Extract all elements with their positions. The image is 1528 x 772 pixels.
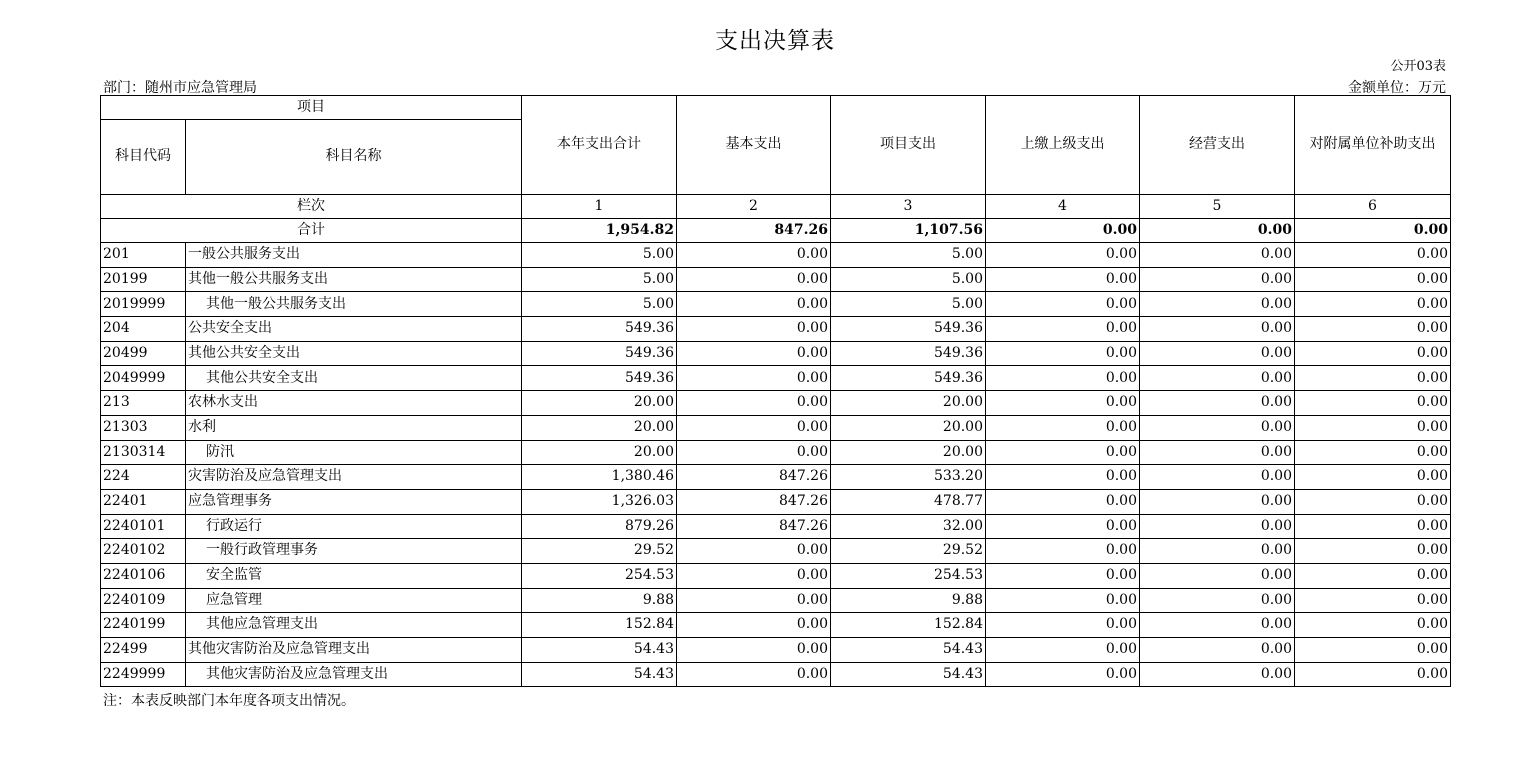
amount-cell: 549.36 — [831, 317, 986, 342]
amount-cell: 0.00 — [1295, 465, 1451, 490]
amount-cell: 20.00 — [522, 415, 677, 440]
amount-cell: 254.53 — [831, 563, 986, 588]
subject-code: 2249999 — [101, 662, 186, 687]
total-value: 0.00 — [1295, 219, 1451, 243]
amount-cell: 0.00 — [1295, 341, 1451, 366]
column-number: 5 — [1140, 195, 1295, 219]
amount-cell: 847.26 — [677, 489, 831, 514]
amount-cell: 0.00 — [986, 415, 1140, 440]
subject-code: 224 — [101, 465, 186, 490]
total-value: 847.26 — [677, 219, 831, 243]
amount-cell: 0.00 — [677, 292, 831, 317]
table-row — [101, 539, 1451, 564]
amount-cell: 32.00 — [831, 514, 986, 539]
subject-code: 2019999 — [101, 292, 186, 317]
header-subsidy: 对附属单位补助支出 — [1295, 96, 1451, 195]
subject-code: 20199 — [101, 267, 186, 292]
amount-cell: 847.26 — [677, 465, 831, 490]
amount-cell: 0.00 — [1295, 563, 1451, 588]
amount-cell: 0.00 — [1140, 415, 1295, 440]
amount-cell: 0.00 — [677, 588, 831, 613]
header-name: 科目名称 — [186, 120, 522, 195]
subject-code: 22499 — [101, 638, 186, 663]
table-row — [101, 563, 1451, 588]
amount-cell: 20.00 — [831, 391, 986, 416]
amount-cell: 29.52 — [831, 539, 986, 564]
subject-name: 其他一般公共服务支出 — [186, 267, 522, 292]
amount-cell: 549.36 — [522, 366, 677, 391]
table-row — [101, 489, 1451, 514]
amount-cell: 0.00 — [986, 366, 1140, 391]
table-row — [101, 366, 1451, 391]
amount-cell: 1,326.03 — [522, 489, 677, 514]
amount-cell: 549.36 — [831, 366, 986, 391]
amount-cell: 54.43 — [522, 638, 677, 663]
amount-cell: 0.00 — [986, 514, 1140, 539]
amount-cell: 0.00 — [986, 465, 1140, 490]
subject-name: 农林水支出 — [186, 391, 522, 416]
column-number: 6 — [1295, 195, 1451, 219]
amount-cell: 0.00 — [677, 613, 831, 638]
amount-unit-label: 金额单位：万元 — [1348, 80, 1446, 96]
table-row — [101, 292, 1451, 317]
amount-cell: 0.00 — [1140, 563, 1295, 588]
amount-cell: 0.00 — [1140, 489, 1295, 514]
amount-cell: 0.00 — [1295, 391, 1451, 416]
subject-name: 其他应急管理支出 — [186, 613, 522, 638]
amount-cell: 0.00 — [1140, 366, 1295, 391]
subject-code: 2240102 — [101, 539, 186, 564]
amount-cell: 0.00 — [1295, 366, 1451, 391]
amount-cell: 0.00 — [677, 440, 831, 465]
amount-cell: 0.00 — [677, 662, 831, 687]
column-number: 3 — [831, 195, 986, 219]
amount-cell: 0.00 — [677, 341, 831, 366]
amount-cell: 0.00 — [1295, 588, 1451, 613]
amount-cell: 847.26 — [677, 514, 831, 539]
amount-cell: 5.00 — [831, 267, 986, 292]
header-basic: 基本支出 — [677, 96, 831, 195]
table-row — [101, 613, 1451, 638]
amount-cell: 0.00 — [1295, 440, 1451, 465]
report-title: 支出决算表 — [715, 28, 835, 54]
subject-name: 其他灾害防治及应急管理支出 — [186, 638, 522, 663]
table-row — [101, 588, 1451, 613]
subject-name: 其他一般公共服务支出 — [186, 292, 522, 317]
total-value: 1,107.56 — [831, 219, 986, 243]
header-total: 本年支出合计 — [522, 96, 677, 195]
subject-name: 水利 — [186, 415, 522, 440]
amount-cell: 254.53 — [522, 563, 677, 588]
amount-cell: 0.00 — [1140, 638, 1295, 663]
subject-name: 灾害防治及应急管理支出 — [186, 465, 522, 490]
amount-cell: 152.84 — [831, 613, 986, 638]
amount-cell: 0.00 — [677, 317, 831, 342]
amount-cell: 5.00 — [831, 292, 986, 317]
amount-cell: 0.00 — [677, 243, 831, 268]
amount-cell: 0.00 — [1140, 391, 1295, 416]
table-row — [101, 638, 1451, 663]
amount-cell: 54.43 — [522, 662, 677, 687]
amount-cell: 0.00 — [986, 489, 1140, 514]
table-row — [101, 662, 1451, 687]
subject-code: 2240109 — [101, 588, 186, 613]
amount-cell: 20.00 — [831, 415, 986, 440]
header-project: 项目支出 — [831, 96, 986, 195]
column-number: 1 — [522, 195, 677, 219]
amount-cell: 0.00 — [1140, 514, 1295, 539]
amount-cell: 0.00 — [986, 613, 1140, 638]
subject-name: 一般公共服务支出 — [186, 243, 522, 268]
amount-cell: 0.00 — [1140, 341, 1295, 366]
amount-cell: 20.00 — [522, 440, 677, 465]
form-number: 公开03表 — [1390, 59, 1446, 74]
column-number: 4 — [986, 195, 1140, 219]
amount-cell: 0.00 — [986, 638, 1140, 663]
amount-cell: 0.00 — [986, 662, 1140, 687]
subject-name: 其他公共安全支出 — [186, 341, 522, 366]
amount-cell: 54.43 — [831, 662, 986, 687]
expenditure-table — [100, 95, 1451, 687]
subject-name: 一般行政管理事务 — [186, 539, 522, 564]
amount-cell: 879.26 — [522, 514, 677, 539]
subject-code: 213 — [101, 391, 186, 416]
amount-cell: 0.00 — [1140, 440, 1295, 465]
amount-cell: 0.00 — [986, 588, 1140, 613]
amount-cell: 5.00 — [831, 243, 986, 268]
subject-name: 安全监管 — [186, 563, 522, 588]
amount-cell: 5.00 — [522, 243, 677, 268]
amount-cell: 29.52 — [522, 539, 677, 564]
amount-cell: 0.00 — [677, 563, 831, 588]
amount-cell: 0.00 — [1140, 317, 1295, 342]
column-number-row — [101, 195, 1451, 219]
subject-code: 201 — [101, 243, 186, 268]
subject-code: 2240199 — [101, 613, 186, 638]
amount-cell: 0.00 — [677, 415, 831, 440]
amount-cell: 5.00 — [522, 267, 677, 292]
total-value: 1,954.82 — [522, 219, 677, 243]
amount-cell: 0.00 — [1140, 539, 1295, 564]
amount-cell: 533.20 — [831, 465, 986, 490]
table-row — [101, 465, 1451, 490]
amount-cell: 0.00 — [1295, 317, 1451, 342]
amount-cell: 9.88 — [522, 588, 677, 613]
amount-cell: 0.00 — [986, 317, 1140, 342]
column-number-label: 栏次 — [101, 195, 522, 219]
amount-cell: 0.00 — [677, 267, 831, 292]
amount-cell: 0.00 — [986, 539, 1140, 564]
table-row — [101, 341, 1451, 366]
table-row — [101, 317, 1451, 342]
amount-cell: 0.00 — [986, 243, 1140, 268]
amount-cell: 20.00 — [522, 391, 677, 416]
amount-cell: 0.00 — [1140, 465, 1295, 490]
table-row — [101, 243, 1451, 268]
table-row — [101, 415, 1451, 440]
subject-name: 行政运行 — [186, 514, 522, 539]
total-value: 0.00 — [1140, 219, 1295, 243]
amount-cell: 0.00 — [986, 391, 1140, 416]
header-upper: 上缴上级支出 — [986, 96, 1140, 195]
department-label: 部门：随州市应急管理局 — [103, 80, 257, 96]
amount-cell: 5.00 — [522, 292, 677, 317]
amount-cell: 549.36 — [522, 341, 677, 366]
amount-cell: 0.00 — [677, 391, 831, 416]
total-value: 0.00 — [986, 219, 1140, 243]
subject-name: 应急管理 — [186, 588, 522, 613]
subject-code: 2130314 — [101, 440, 186, 465]
amount-cell: 0.00 — [1295, 613, 1451, 638]
subject-code: 21303 — [101, 415, 186, 440]
amount-cell: 0.00 — [1140, 613, 1295, 638]
subject-name: 防汛 — [186, 440, 522, 465]
amount-cell: 0.00 — [1140, 662, 1295, 687]
amount-cell: 0.00 — [986, 563, 1140, 588]
subject-code: 204 — [101, 317, 186, 342]
amount-cell: 0.00 — [1295, 243, 1451, 268]
table-row — [101, 267, 1451, 292]
amount-cell: 0.00 — [677, 539, 831, 564]
amount-cell: 0.00 — [1295, 489, 1451, 514]
amount-cell: 0.00 — [986, 292, 1140, 317]
subject-code: 2240106 — [101, 563, 186, 588]
amount-cell: 0.00 — [1295, 638, 1451, 663]
amount-cell: 54.43 — [831, 638, 986, 663]
subject-code: 2240101 — [101, 514, 186, 539]
table-row — [101, 440, 1451, 465]
amount-cell: 0.00 — [1295, 292, 1451, 317]
amount-cell: 478.77 — [831, 489, 986, 514]
header-business: 经营支出 — [1140, 96, 1295, 195]
subject-name: 应急管理事务 — [186, 489, 522, 514]
amount-cell: 0.00 — [1295, 662, 1451, 687]
amount-cell: 0.00 — [986, 267, 1140, 292]
total-row — [101, 219, 1451, 243]
table-row — [101, 391, 1451, 416]
header-item: 项目 — [101, 96, 522, 120]
amount-cell: 20.00 — [831, 440, 986, 465]
amount-cell: 0.00 — [1295, 415, 1451, 440]
amount-cell: 0.00 — [677, 366, 831, 391]
amount-cell: 0.00 — [1140, 243, 1295, 268]
table-row — [101, 514, 1451, 539]
subject-name: 公共安全支出 — [186, 317, 522, 342]
amount-cell: 0.00 — [1295, 514, 1451, 539]
amount-cell: 0.00 — [1295, 267, 1451, 292]
header-code: 科目代码 — [101, 120, 186, 195]
subject-code: 20499 — [101, 341, 186, 366]
amount-cell: 0.00 — [1140, 588, 1295, 613]
total-label: 合计 — [101, 219, 522, 243]
amount-cell: 0.00 — [677, 638, 831, 663]
amount-cell: 549.36 — [831, 341, 986, 366]
amount-cell: 0.00 — [986, 341, 1140, 366]
amount-cell: 0.00 — [1140, 267, 1295, 292]
subject-name: 其他公共安全支出 — [186, 366, 522, 391]
amount-cell: 152.84 — [522, 613, 677, 638]
subject-code: 2049999 — [101, 366, 186, 391]
amount-cell: 0.00 — [986, 440, 1140, 465]
subject-code: 22401 — [101, 489, 186, 514]
column-number: 2 — [677, 195, 831, 219]
amount-cell: 1,380.46 — [522, 465, 677, 490]
amount-cell: 9.88 — [831, 588, 986, 613]
amount-cell: 549.36 — [522, 317, 677, 342]
subject-name: 其他灾害防治及应急管理支出 — [186, 662, 522, 687]
footnote: 注：本表反映部门本年度各项支出情况。 — [103, 693, 355, 709]
amount-cell: 0.00 — [1140, 292, 1295, 317]
amount-cell: 0.00 — [1295, 539, 1451, 564]
